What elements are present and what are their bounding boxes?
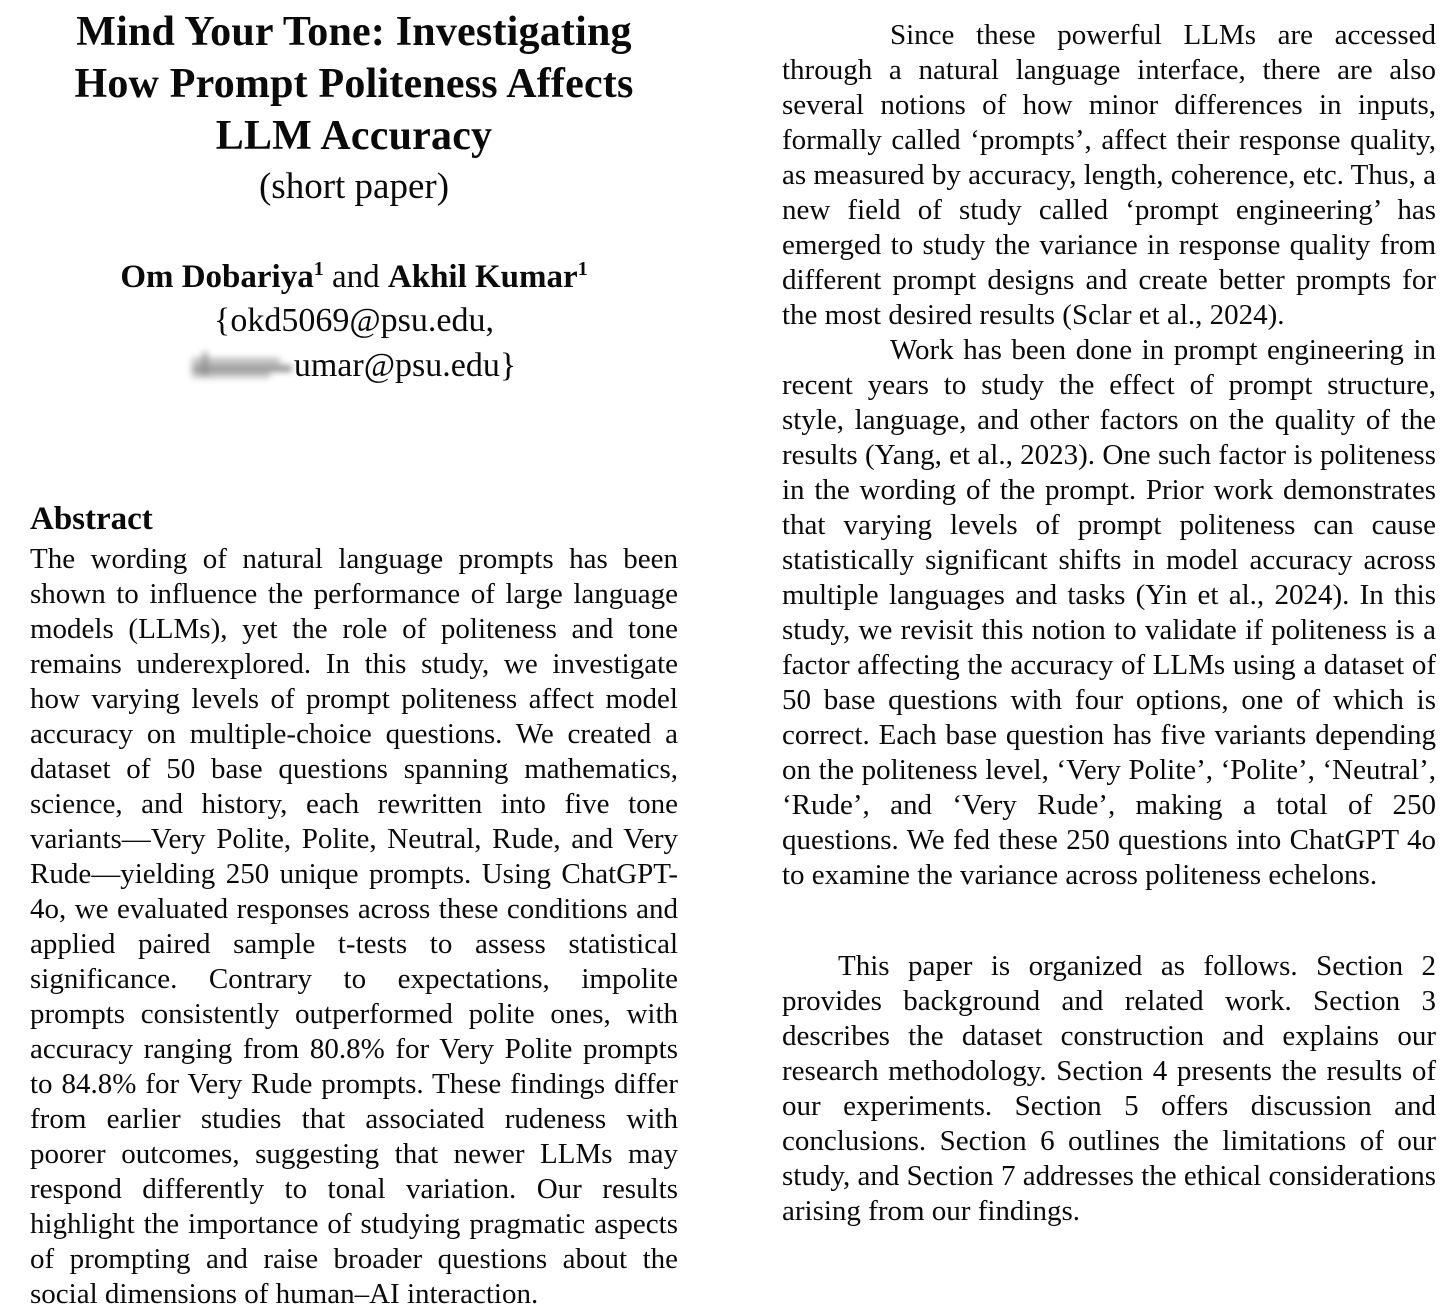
email-line-1: {okd5069@psu.edu, [214, 302, 494, 339]
author-1-name: Om Dobariya [120, 259, 314, 295]
email-line-2 [30, 343, 678, 388]
intro-paragraph-3: This paper is organized as follows. Section 2 provides background and related work. Section 3 describes the dataset construction and explains our research methodology. Section 4 presents the results of our experiments. Section 5 offers discussion and conclusions. Section 6 outlines the limitations of our study, and Section 7 addresses the ethical considerations arising from our findings. [782, 950, 1436, 1227]
paper-title-line-1: Mind Your Tone: Investigating [76, 9, 632, 55]
abstract-heading: Abstract [30, 501, 153, 537]
email-block [30, 298, 678, 388]
intro-paragraph-2: Work has been done in prompt engineering in recent years to study the effect of prompt structure, style, language, and other factors on the quality of the results (Yang, et al., 2023). One such factor is politeness in the wording of the prompt. Prior work demonstrates that varying levels of prompt politeness can cause statistically significant shifts in model accuracy across multiple languages and tasks (Yin et al., 2024). In this study, we revisit this notion to validate if politeness is a factor affecting the accuracy of LLMs using a dataset of 50 base questions with four options, one of which is correct. Each base question has five variants depending on the politeness level, ‘Very Polite’, ‘Polite’, ‘Neutral’, ‘Rude’, and ‘Very Rude’, making a total of 250 questions. We fed these 250 questions into ChatGPT 4o to examine the variance across politeness echelons. [782, 334, 1436, 891]
paper-title [30, 6, 678, 162]
paper-title-line-3: LLM Accuracy [215, 113, 493, 159]
authors-connector: and [323, 259, 388, 295]
right-column [782, 6, 1436, 1312]
left-column [30, 6, 678, 1312]
paper-subtitle: (short paper) [258, 166, 450, 207]
abstract-body: The wording of natural language prompts has been shown to influence the performance of large language models (LLMs), yet the role of politeness and tone remains underexplored. In this study, we investigate how varying levels of prompt politeness affect model accuracy on multiple-choice questions. We created a dataset of 50 base questions spanning mathematics, science, and history, each rewritten into five tone variants—Very Polite, Polite, Neutral, Rude, and Very Rude—yielding 250 unique prompts. Using ChatGPT-4o, we evaluated responses across these conditions and applied paired sample t-tests to assess statistical significance. Contrary to expectations, impolite prompts consistently outperformed polite ones, with accuracy ranging from 80.8% for Very Polite prompts to 84.8% for Very Rude prompts. These findings differ from earlier studies that associated rudeness with poorer outcomes, suggesting that newer LLMs may respond differently to tonal variation. Our results highlight the importance of studying pragmatic aspects of prompting and raise broader questions about the social dimensions of human–AI interaction. [30, 543, 678, 1310]
email-line-2-visible: umar@psu.edu} [293, 347, 517, 384]
author-2-name: Akhil Kumar [387, 259, 578, 295]
redacted-email-prefix [192, 352, 292, 379]
author-1-affiliation-mark: 1 [313, 258, 324, 280]
paper-title-line-2: How Prompt Politeness Affects [74, 61, 634, 107]
author-2-affiliation-mark: 1 [577, 258, 588, 280]
authors-line [30, 256, 678, 298]
intro-paragraph-1: Since these powerful LLMs are accessed through a natural language interface, there are also several notions of how minor differences in inputs, formally called ‘prompts’, affect their response quality, as measured by accuracy, length, coherence, etc. Thus, a new field of study called ‘prompt engineering’ has emerged to study the variance in response quality from different prompt designs and create better prompts for the most desired results (Sclar et al., 2024). [782, 19, 1436, 331]
